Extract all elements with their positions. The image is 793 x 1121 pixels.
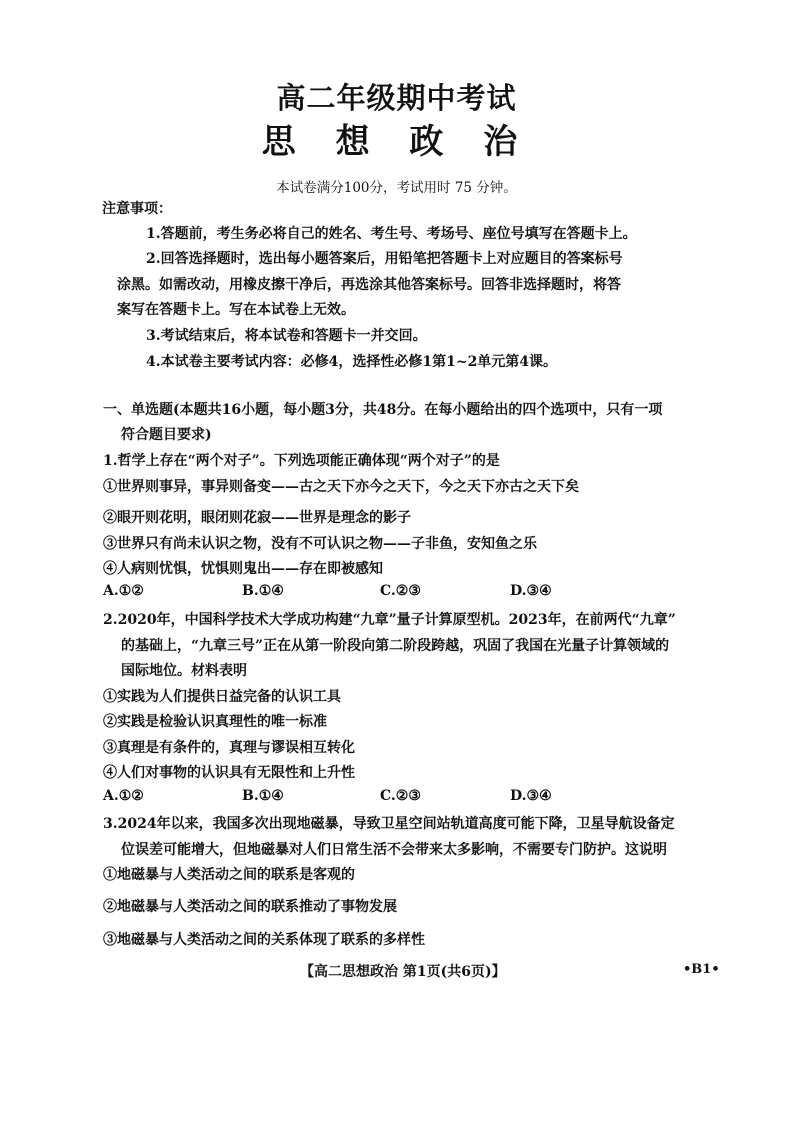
notice-heading: 注意事项： xyxy=(102,201,172,217)
q1-statement-4: ④人病则忧惧，忧惧则鬼出——存在即被感知 xyxy=(103,561,383,577)
q3-statement-2: ②地磁暴与人类活动之间的联系推动了事物发展 xyxy=(103,899,397,915)
q2-option-b[interactable]: B.①④ xyxy=(242,788,284,804)
q2-option-d[interactable]: D.③④ xyxy=(510,788,552,804)
section-heading-line-1: 一、单选题(本题共16小题，每小题3分，共48分。在每小题给出的四个选项中，只有一项 xyxy=(103,402,663,418)
q2-option-a[interactable]: A.①② xyxy=(103,788,144,804)
q3-statement-3: ③地磁暴与人类活动之间的关系体现了联系的多样性 xyxy=(103,932,425,948)
q3-stem-line-1: 3.2024年以来，我国多次出现地磁暴，导致卫星空间站轨道高度可能下降，卫星导航设备定 xyxy=(103,816,675,832)
section-heading-line-2: 符合题目要求) xyxy=(121,427,212,443)
q1-option-d[interactable]: D.③④ xyxy=(510,583,552,599)
q1-statement-3: ③世界只有尚未认识之物，没有不可认识之物——子非鱼，安知鱼之乐 xyxy=(103,536,537,552)
subject-title: 思 想 政 治 xyxy=(261,122,532,162)
q2-statement-3: ③真理是有条件的，真理与谬误相互转化 xyxy=(103,740,355,756)
q2-option-c[interactable]: C.②③ xyxy=(380,788,421,804)
notice-item-4: 4.本试卷主要考试内容：必修4，选择性必修1第1~2单元第4课。 xyxy=(146,354,558,370)
q2-statement-1: ①实践为人们提供日益完备的认识工具 xyxy=(103,689,341,705)
page-code: •B1• xyxy=(683,962,720,977)
exam-meta: 本试卷满分100分，考试用时 75 分钟。 xyxy=(276,180,517,196)
notice-item-1: 1.答题前，考生务必将自己的姓名、考生号、考场号、座位号填写在答题卡上。 xyxy=(146,226,637,242)
q1-stem: 1.哲学上存在“两个对子”。下列选项能正确体现“两个对子”的是 xyxy=(103,453,500,469)
q1-option-c[interactable]: C.②③ xyxy=(380,583,421,599)
page-footer: 【高二思想政治 第1页(共6页)】 xyxy=(300,964,506,980)
q1-option-a[interactable]: A.①② xyxy=(103,583,144,599)
q1-option-b[interactable]: B.①④ xyxy=(242,583,284,599)
notice-item-2-line-2: 涂黑。如需改动，用橡皮擦干净后，再选涂其他答案标号。回答非选择题时，将答 xyxy=(117,277,621,293)
notice-item-3: 3.考试结束后，将本试卷和答题卡一并交回。 xyxy=(146,328,427,344)
q2-statement-4: ④人们对事物的认识具有无限性和上升性 xyxy=(103,765,355,781)
q3-statement-1: ①地磁暴与人类活动之间的联系是客观的 xyxy=(103,867,355,883)
q1-statement-2: ②眼开则花明，眼闭则花寂——世界是理念的影子 xyxy=(103,510,411,526)
q3-stem-line-2: 位误差可能增大，但地磁暴对人们日常生活不会带来太多影响，不需要专门防护。这说明 xyxy=(121,842,667,858)
q2-stem-line-1: 2.2020年，中国科学技术大学成功构建“九章”量子计算原型机。2023年，在前两代“九章” xyxy=(103,612,676,628)
notice-item-2-line-3: 案写在答题卡上。写在本试卷上无效。 xyxy=(117,302,355,318)
q2-stem-line-3: 国际地位。材料表明 xyxy=(121,663,247,679)
q1-statement-1: ①世界则事异，事异则备变——古之天下亦今之天下，今之天下亦古之天下矣 xyxy=(103,479,579,495)
q2-statement-2: ②实践是检验认识真理性的唯一标准 xyxy=(103,714,327,730)
exam-title: 高二年级期中考试 xyxy=(276,81,517,115)
q2-stem-line-2: 的基础上，“九章三号”正在从第一阶段向第二阶段跨越，巩固了我国在光量子计算领域的 xyxy=(121,638,670,654)
notice-item-2-line-1: 2.回答选择题时，选出每小题答案后，用铅笔把答题卡上对应题目的答案标号 xyxy=(146,251,623,267)
